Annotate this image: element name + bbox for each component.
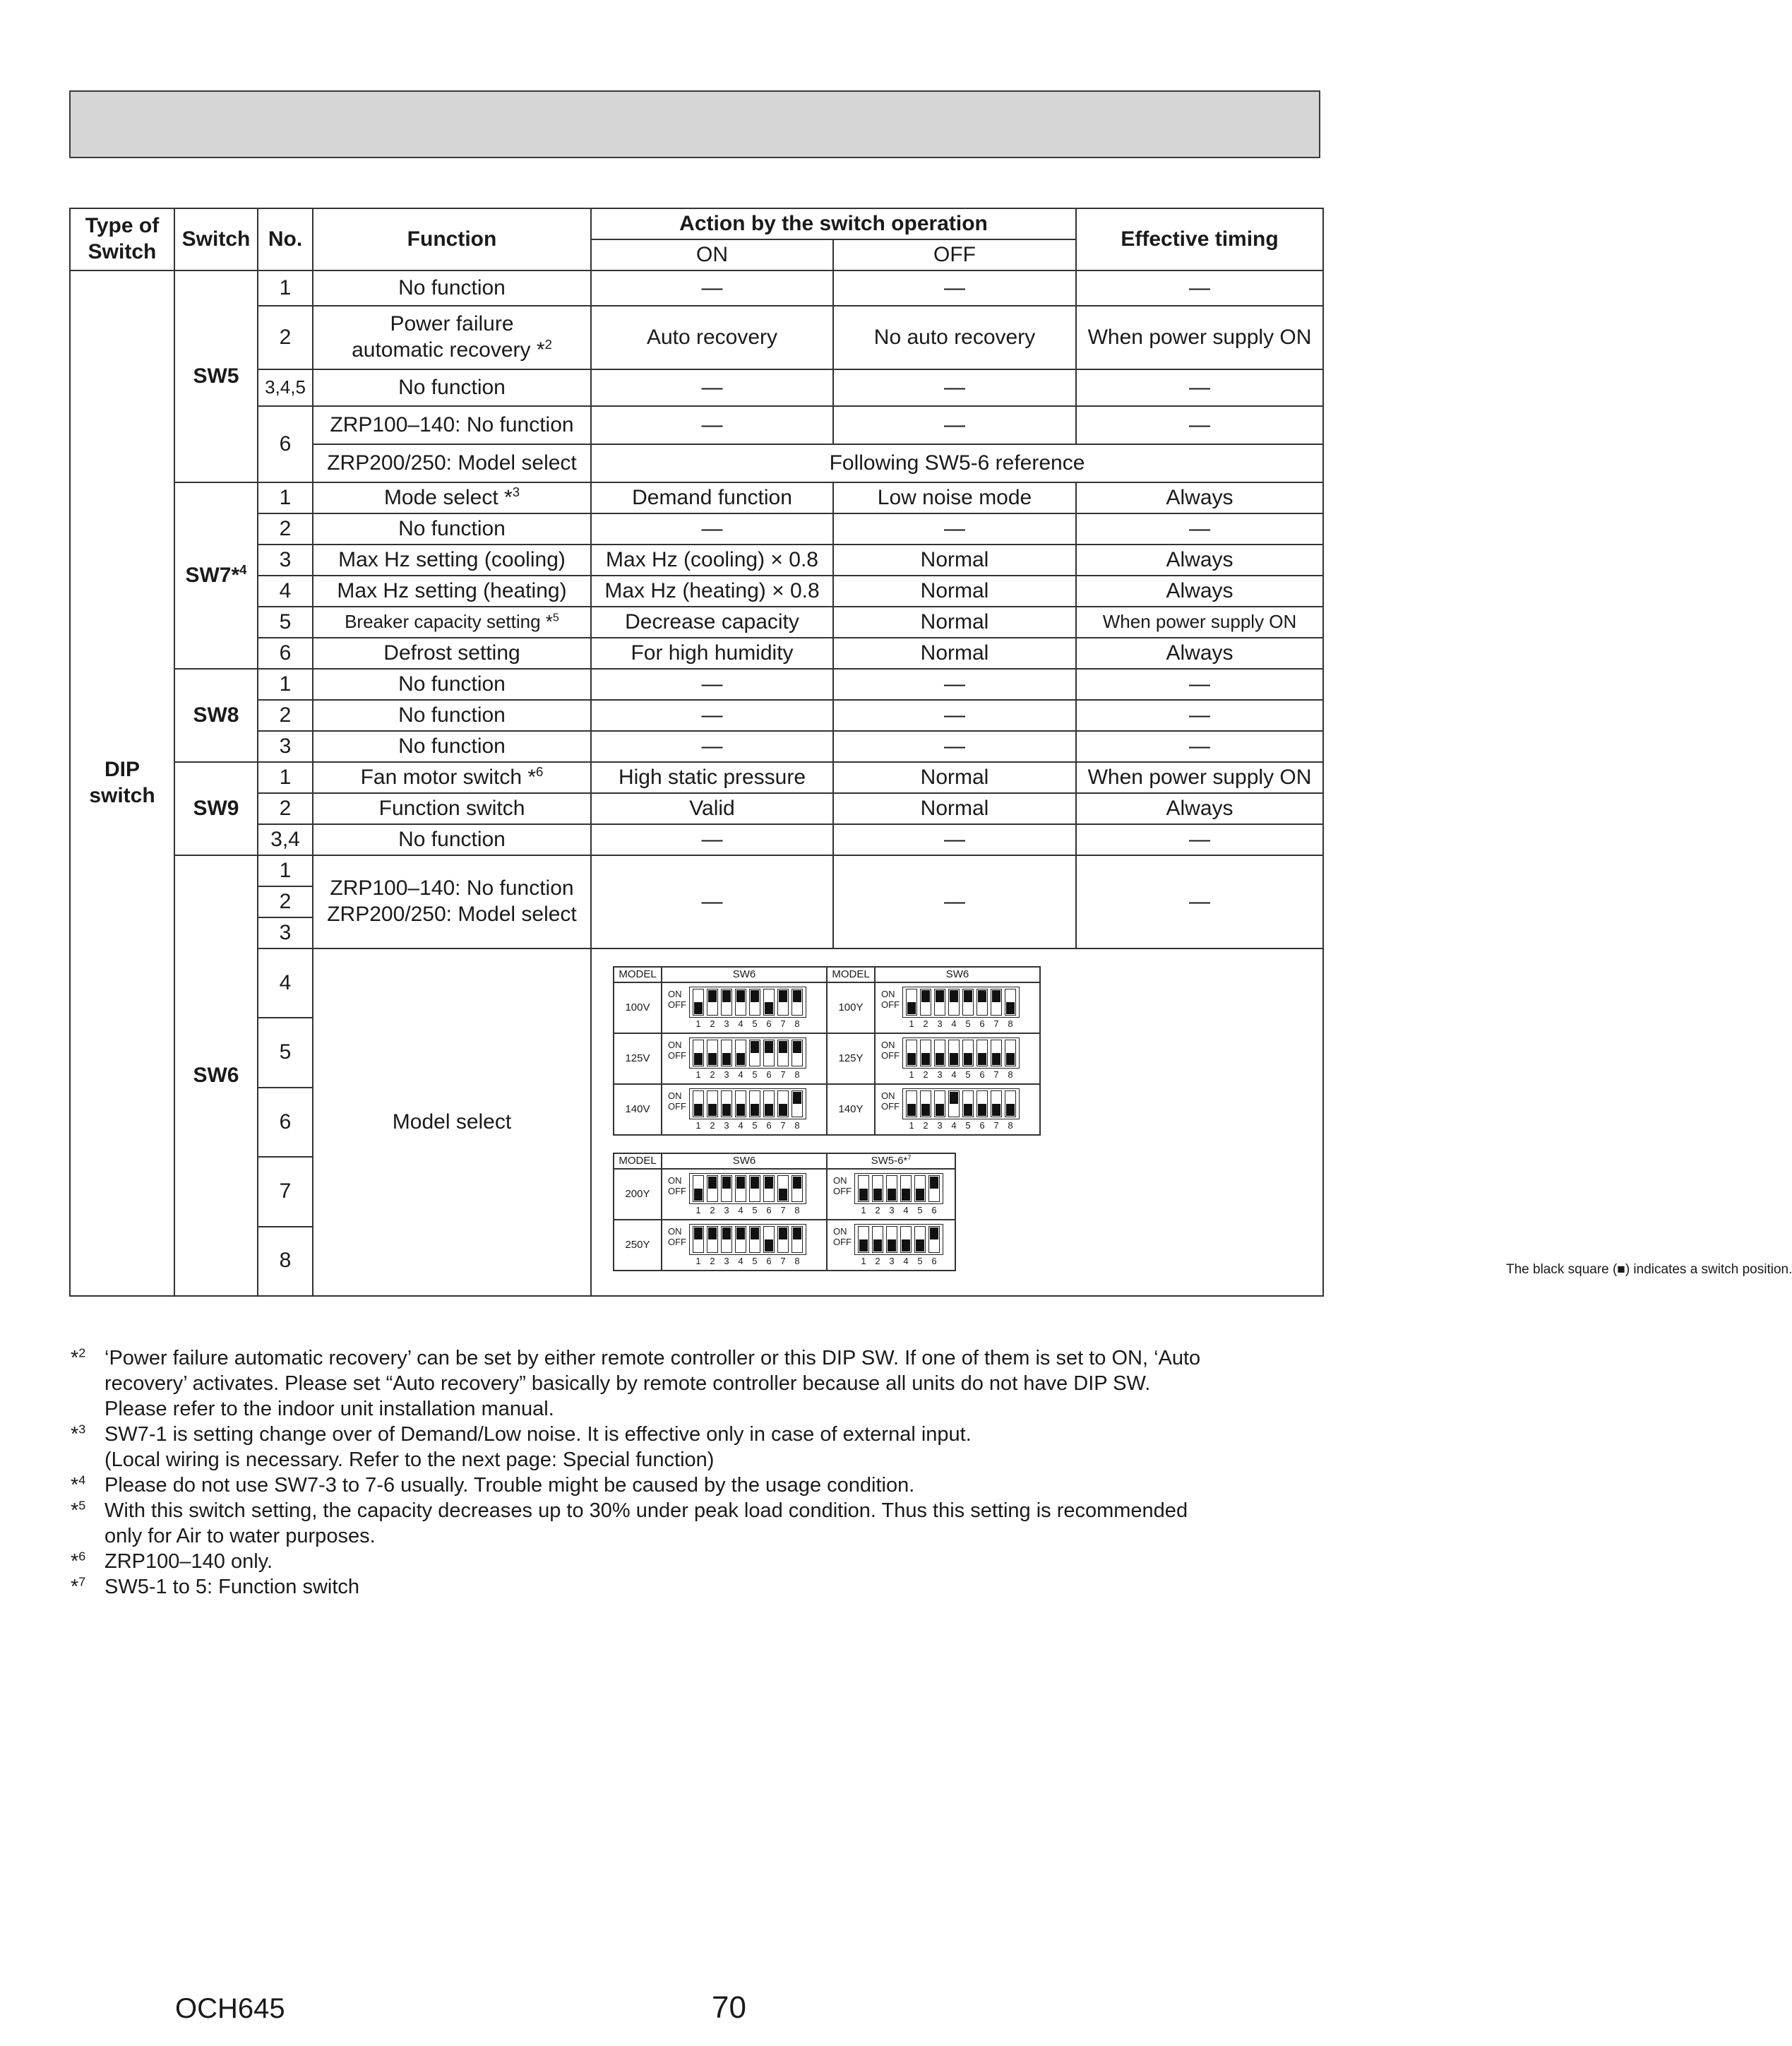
- switch-number: 3: [724, 1255, 729, 1266]
- switch-number: 4: [738, 1119, 743, 1131]
- dip-switch-lever: [900, 1226, 912, 1253]
- type-of-switch-header: Type of Switch: [70, 208, 174, 270]
- dip-switch-lever: [707, 1040, 718, 1066]
- dip-switch-lever: [707, 989, 718, 1016]
- table-row: 2: [70, 886, 1323, 917]
- dip-switch-lever: [735, 1175, 746, 1202]
- switch-number: 5: [917, 1255, 923, 1266]
- table-row: 2 Power failure automatic recovery *$^2$ Auto recovery No auto recovery When power supply ON: [70, 306, 1323, 369]
- footnote: *$^7$ SW5-1 to 5: Function switch: [71, 1574, 360, 1598]
- switch-label-sw5: SW5: [174, 270, 258, 482]
- black-square-note: The black square (■) indicates a switch position.: [1506, 1262, 1792, 1277]
- footnotes: [71, 1345, 1327, 1600]
- off-label: OFF: [668, 1236, 686, 1247]
- switch-number: 4: [738, 1255, 743, 1266]
- switch-number: 5: [965, 1018, 971, 1029]
- dip-switch-lever: [928, 1175, 940, 1202]
- dip-switch-lever: [693, 1226, 704, 1253]
- on-label: ON: [833, 1174, 847, 1186]
- dip-switch-lever: [749, 1040, 760, 1066]
- switch-number: 4: [951, 1018, 957, 1029]
- dip-switch-lever: [962, 1090, 974, 1117]
- dip-switch-lever: [777, 1226, 789, 1253]
- dip-switch-lever: [906, 1040, 917, 1066]
- switch-label-sw6: SW6: [174, 855, 258, 1296]
- on-label: ON: [668, 1225, 682, 1237]
- dip-switch-lever: [920, 1040, 931, 1066]
- on-label: ON: [668, 988, 682, 999]
- dip-switch-lever: [948, 1090, 960, 1117]
- switch-number: 1: [909, 1018, 914, 1029]
- dip-switch-lever: [693, 989, 704, 1016]
- dip-switch-lever: [792, 1090, 803, 1117]
- dip-switch-lever: [749, 1090, 760, 1117]
- switch-number: 7: [780, 1119, 786, 1131]
- switch-number: 7: [780, 1069, 786, 1080]
- dip-switch-lever: [721, 1175, 732, 1202]
- dip-switch-lever: [872, 1175, 883, 1202]
- table-row: 7: [70, 1157, 1323, 1226]
- footnote: *$^2$ ‘Power failure automatic recovery’ can be set by either remote controller or this DIP SW. If one of them is set to ON, ‘Auto recovery’ activates. Please set “Auto recovery” basically by remote controller because all units do not have DIP SW. Please refer to the indoor unit installation manual.: [71, 1345, 1201, 1420]
- switch-number: 3: [724, 1018, 729, 1029]
- table-row: 3,4 No function — — —: [70, 824, 1323, 855]
- dip-switch-lever: [962, 1040, 974, 1066]
- dip-switch-lever: [1005, 1040, 1016, 1066]
- switch-number: 8: [794, 1069, 800, 1080]
- header-row: [70, 208, 1323, 239]
- dip-switch-lever: [735, 1040, 746, 1066]
- table-row: 3,4,5 No function — — —: [70, 369, 1323, 406]
- dip-switch-graphic: [668, 987, 806, 1030]
- switch-number: 7: [780, 1204, 786, 1215]
- on-label: ON: [668, 1039, 682, 1050]
- dip-switch-lever: [763, 989, 775, 1016]
- dip-switch-lever: [872, 1226, 883, 1253]
- dip-switch-lever: [858, 1175, 869, 1202]
- dip-switch-lever: [777, 1040, 789, 1066]
- no-header: No.: [258, 208, 313, 270]
- off-label: OFF: [668, 999, 686, 1010]
- table-row: DIP switch SW5 1 No function — — —: [70, 270, 1323, 306]
- dip-switch-lever: [763, 1175, 775, 1202]
- dip-switch-lever: [735, 989, 746, 1016]
- dip-switch-lever: [962, 989, 974, 1016]
- dip-switch-graphic: [668, 1037, 806, 1081]
- switch-number: 1: [695, 1255, 701, 1266]
- switch-number: 8: [794, 1255, 800, 1266]
- dip-switch-lever: [707, 1226, 718, 1253]
- footnote: *$^6$ ZRP100–140 only.: [71, 1549, 273, 1573]
- dip-switch-lever: [763, 1090, 775, 1117]
- switch-number: 7: [993, 1018, 999, 1029]
- switch-number: 7: [993, 1069, 999, 1080]
- switch-number: 8: [794, 1018, 800, 1029]
- dip-switch-lever: [976, 989, 988, 1016]
- dip-switch-lever: [920, 1090, 931, 1117]
- dip-switch-lever: [749, 1226, 760, 1253]
- switch-number: 3: [889, 1204, 895, 1215]
- dip-switch-table: [69, 208, 1792, 1297]
- switch-number: 2: [710, 1069, 715, 1080]
- switch-number: 3: [724, 1204, 729, 1215]
- off-label: OFF: [881, 1049, 900, 1061]
- dip-switch-lever: [763, 1040, 775, 1066]
- switch-number: 5: [752, 1204, 758, 1215]
- dip-switch-graphic: [881, 1037, 1020, 1081]
- dip-switch-lever: [1005, 989, 1016, 1016]
- table-row: 4 Max Hz setting (heating) Max Hz (heating) × 0.8 Normal Always: [70, 576, 1323, 607]
- table-row: 5 Breaker capacity setting *$^5$ Decrease capacity Normal When power supply ON: [70, 607, 1323, 638]
- switch-number: 2: [875, 1255, 880, 1266]
- switch-number: 1: [695, 1069, 701, 1080]
- model-table-bottom: MODEL SW6 SW5-6*$^7$ 200Y ON OFF 1 2 3 4 5 6 7 8 ON OFF 1 2 3 4 5 6 250Y ON OFF 1 2 3 4 5 6 7 8 ON OFF 1 2 3 4 5 6: [613, 1153, 956, 1271]
- dip-switch-lever: [886, 1175, 897, 1202]
- dip-switch-lever: [792, 1040, 803, 1066]
- switch-number: 6: [979, 1119, 985, 1131]
- switch-number: 6: [931, 1255, 937, 1266]
- off-label: OFF: [668, 1100, 686, 1112]
- off-label: OFF: [668, 1049, 686, 1061]
- dip-switch-graphic: [668, 1224, 806, 1267]
- dip-switch-lever: [693, 1090, 704, 1117]
- switch-number: 4: [903, 1255, 909, 1266]
- dip-switch-graphic: [668, 1088, 806, 1131]
- dip-switch-lever: [707, 1175, 718, 1202]
- dip-switch-lever: [976, 1040, 988, 1066]
- switch-number: 4: [951, 1119, 957, 1131]
- table-row: 6 ZRP100–140: No function — — —: [70, 406, 1323, 444]
- off-label: OFF: [833, 1236, 852, 1247]
- switch-number: 8: [1008, 1119, 1013, 1131]
- table-row: SW6 1 ZRP100–140: No function ZRP200/250: Model select — — —: [70, 855, 1323, 886]
- switch-number: 3: [889, 1255, 895, 1266]
- switch-number: 2: [710, 1204, 715, 1215]
- switch-number: 5: [752, 1069, 758, 1080]
- switch-number: 2: [710, 1255, 715, 1266]
- dip-switch-graphic: [833, 1173, 943, 1216]
- switch-number: 5: [752, 1255, 758, 1266]
- on-label: ON: [881, 1090, 895, 1101]
- dip-switch-lever: [735, 1090, 746, 1117]
- off-label: OFF: [668, 1185, 686, 1196]
- table-row: 5: [70, 1018, 1323, 1087]
- switch-number: 6: [766, 1204, 772, 1215]
- dip-switch-lever: [763, 1226, 775, 1253]
- footnote: *$^4$ Please do not use SW7-3 to 7-6 usually. Trouble might be caused by the usage condition.: [71, 1473, 915, 1497]
- table-row: 2 No function — — —: [70, 700, 1323, 731]
- dip-switch-lever: [991, 1040, 1002, 1066]
- table-row: 6: [70, 1088, 1323, 1157]
- switch-number: 4: [903, 1204, 909, 1215]
- table-row: 2 Function switch Valid Normal Always: [70, 793, 1323, 824]
- switch-header: Switch: [174, 208, 258, 270]
- switch-number: 7: [780, 1018, 786, 1029]
- table-row: 8: [70, 1227, 1323, 1296]
- dip-switch-graphic: [833, 1224, 943, 1267]
- switch-number: 8: [794, 1119, 800, 1131]
- off-label: OFF: [881, 1100, 900, 1112]
- switch-number: 2: [923, 1018, 928, 1029]
- switch-number: 6: [766, 1119, 772, 1131]
- switch-number: 2: [875, 1204, 880, 1215]
- switch-number: 7: [780, 1255, 786, 1266]
- switch-number: 5: [752, 1018, 758, 1029]
- switch-number: 4: [738, 1069, 743, 1080]
- on-header: ON: [591, 239, 833, 270]
- on-label: ON: [668, 1090, 682, 1101]
- table-row: 3 No function — — —: [70, 731, 1323, 762]
- switch-number: 5: [965, 1069, 971, 1080]
- dip-switch-graphic: [881, 987, 1020, 1030]
- page-number: 70: [712, 1990, 746, 2025]
- dip-switch-lever: [934, 989, 945, 1016]
- dip-switch-lever: [749, 1175, 760, 1202]
- switch-number: 2: [710, 1018, 715, 1029]
- table-row: 6 Defrost setting For high humidity Normal Always: [70, 638, 1323, 669]
- switch-number: 6: [931, 1204, 937, 1215]
- section-header-bar: [69, 90, 1320, 158]
- dip-switch-lever: [934, 1040, 945, 1066]
- dip-switch-lever: [906, 1090, 917, 1117]
- on-label: ON: [881, 1039, 895, 1050]
- switch-number: 2: [923, 1119, 928, 1131]
- table-row: 4 Model select MODEL SW6 MODEL SW6 100V ON OFF 1 2 3 4 5 6 7 8 100Y ON OFF 1 2 3 4 5 6 7 8 125V ON OFF 1 2 3 4 5 6 7 8 125Y ON OFF 1 2 3 4 5 6 7 8 140V ON OFF 1 2 3 4 5 6 7 8 140Y ON OFF 1 2 3 4 5 6 7 8 MODEL SW6 SW5-6*$^7$ 200Y ON OFF 1 2 3 4 5 6 7 8 ON OFF 1 2 3 4 5 6 250Y ON OFF 1 2 3 4 5 6 7 8 ON OFF 1 2 3 4 5 6 The black square (■) indicates a switch position.: [70, 948, 1323, 1018]
- table-row: 3 Max Hz setting (cooling) Max Hz (cooling) × 0.8 Normal Always: [70, 545, 1323, 576]
- switch-number: 3: [937, 1018, 943, 1029]
- footnote: *$^3$ SW7-1 is setting change over of Demand/Low noise. It is effective only in case of external input. (Local wiring is necessary. Refer to the next page: Special function): [71, 1422, 972, 1471]
- table-row: 3: [70, 917, 1323, 948]
- dip-switch-lever: [721, 1090, 732, 1117]
- dip-switch-lever: [858, 1226, 869, 1253]
- dip-switch-lever: [693, 1040, 704, 1066]
- dip-switch-lever: [777, 1090, 789, 1117]
- dip-switch-lever: [900, 1175, 912, 1202]
- switch-label-sw8: SW8: [174, 669, 258, 762]
- dip-switch-lever: [721, 1040, 732, 1066]
- table-row: ZRP200/250: Model select Following SW5-6 reference: [70, 444, 1323, 482]
- dip-switch-lever: [792, 989, 803, 1016]
- switch-number: 1: [861, 1204, 866, 1215]
- switch-number: 1: [861, 1255, 866, 1266]
- dip-switch-lever: [735, 1226, 746, 1253]
- dip-switch-graphic: [668, 1173, 806, 1216]
- switch-number: 7: [993, 1119, 999, 1131]
- dip-switch-lever: [693, 1175, 704, 1202]
- switch-label-sw7: SW7*$^4$: [174, 482, 258, 669]
- switch-number: 4: [951, 1069, 957, 1080]
- dip-switch-lever: [906, 989, 917, 1016]
- dip-switch-lever: [991, 1090, 1002, 1117]
- switch-number: 1: [909, 1119, 914, 1131]
- action-header: Action by the switch operation: [591, 208, 1076, 239]
- dip-switch-lever: [934, 1090, 945, 1117]
- dip-switch-lever: [749, 989, 760, 1016]
- timing-header: Effective timing: [1076, 208, 1323, 270]
- switch-number: 6: [979, 1069, 985, 1080]
- dip-switch-lever: [707, 1090, 718, 1117]
- dip-switch-lever: [948, 989, 960, 1016]
- dip-switch-lever: [1005, 1090, 1016, 1117]
- table-row: 2 No function — — —: [70, 513, 1323, 545]
- switch-number: 8: [1008, 1018, 1013, 1029]
- switch-number: 6: [766, 1018, 772, 1029]
- document-id: OCH645: [175, 1993, 285, 2024]
- model-table-top: MODEL SW6 MODEL SW6 100V ON OFF 1 2 3 4 5 6 7 8 100Y ON OFF 1 2 3 4 5 6 7 8 125V ON OFF 1 2 3 4 5 6 7 8 125Y ON OFF 1 2 3 4 5 6 7 8 140V ON OFF 1 2 3 4 5 6 7 8 140Y ON OFF 1 2 3 4 5 6 7 8: [613, 966, 1041, 1136]
- dip-switch-lever: [777, 989, 789, 1016]
- dip-switch-lever: [792, 1175, 803, 1202]
- switch-number: 1: [695, 1018, 701, 1029]
- off-header: OFF: [833, 239, 1076, 270]
- switch-number: 3: [724, 1069, 729, 1080]
- switch-label-sw9: SW9: [174, 762, 258, 855]
- switch-number: 1: [695, 1204, 701, 1215]
- switch-number: 4: [738, 1018, 743, 1029]
- switch-number: 2: [710, 1119, 715, 1131]
- dip-switch-lever: [914, 1226, 926, 1253]
- switch-number: 5: [917, 1204, 923, 1215]
- type-label: DIP switch: [70, 270, 174, 1296]
- switch-number: 8: [1008, 1069, 1013, 1080]
- footnote: *$^5$ With this switch setting, the capacity decreases up to 30% under peak load condition. Thus this setting is recommended only for Air to water purposes.: [71, 1498, 1188, 1547]
- dip-switch-lever: [948, 1040, 960, 1066]
- dip-switch-lever: [914, 1175, 926, 1202]
- on-label: ON: [881, 988, 895, 999]
- table-row: SW8 1 No function — — —: [70, 669, 1323, 700]
- dip-switch-lever: [777, 1175, 789, 1202]
- dip-switch-lever: [721, 1226, 732, 1253]
- switch-number: 3: [937, 1069, 943, 1080]
- dip-switch-lever: [928, 1226, 940, 1253]
- switch-number: 8: [794, 1204, 800, 1215]
- dip-switch-lever: [792, 1226, 803, 1253]
- dip-switch-lever: [991, 989, 1002, 1016]
- switch-number: 1: [695, 1119, 701, 1131]
- on-label: ON: [833, 1225, 847, 1237]
- switch-number: 6: [766, 1069, 772, 1080]
- off-label: OFF: [833, 1185, 852, 1196]
- function-header: Function: [313, 208, 591, 270]
- table-row: SW7*$^4$ 1 Mode select *$^3$ Demand function Low noise mode Always: [70, 482, 1323, 513]
- switch-number: 5: [965, 1119, 971, 1131]
- switch-number: 2: [923, 1069, 928, 1080]
- dip-switch-lever: [976, 1090, 988, 1117]
- off-label: OFF: [881, 999, 900, 1010]
- dip-switch-lever: [886, 1226, 897, 1253]
- on-label: ON: [668, 1174, 682, 1186]
- switch-number: 1: [909, 1069, 914, 1080]
- switch-number: 3: [937, 1119, 943, 1131]
- table-row: SW9 1 Fan motor switch *$^6$ High static pressure Normal When power supply ON: [70, 762, 1323, 793]
- dip-switch-lever: [721, 989, 732, 1016]
- dip-switch-lever: [920, 989, 931, 1016]
- switch-number: 3: [724, 1119, 729, 1131]
- switch-number: 6: [979, 1018, 985, 1029]
- switch-number: 5: [752, 1119, 758, 1131]
- switch-number: 4: [738, 1204, 743, 1215]
- switch-number: 6: [766, 1255, 772, 1266]
- dip-switch-graphic: [881, 1088, 1020, 1131]
